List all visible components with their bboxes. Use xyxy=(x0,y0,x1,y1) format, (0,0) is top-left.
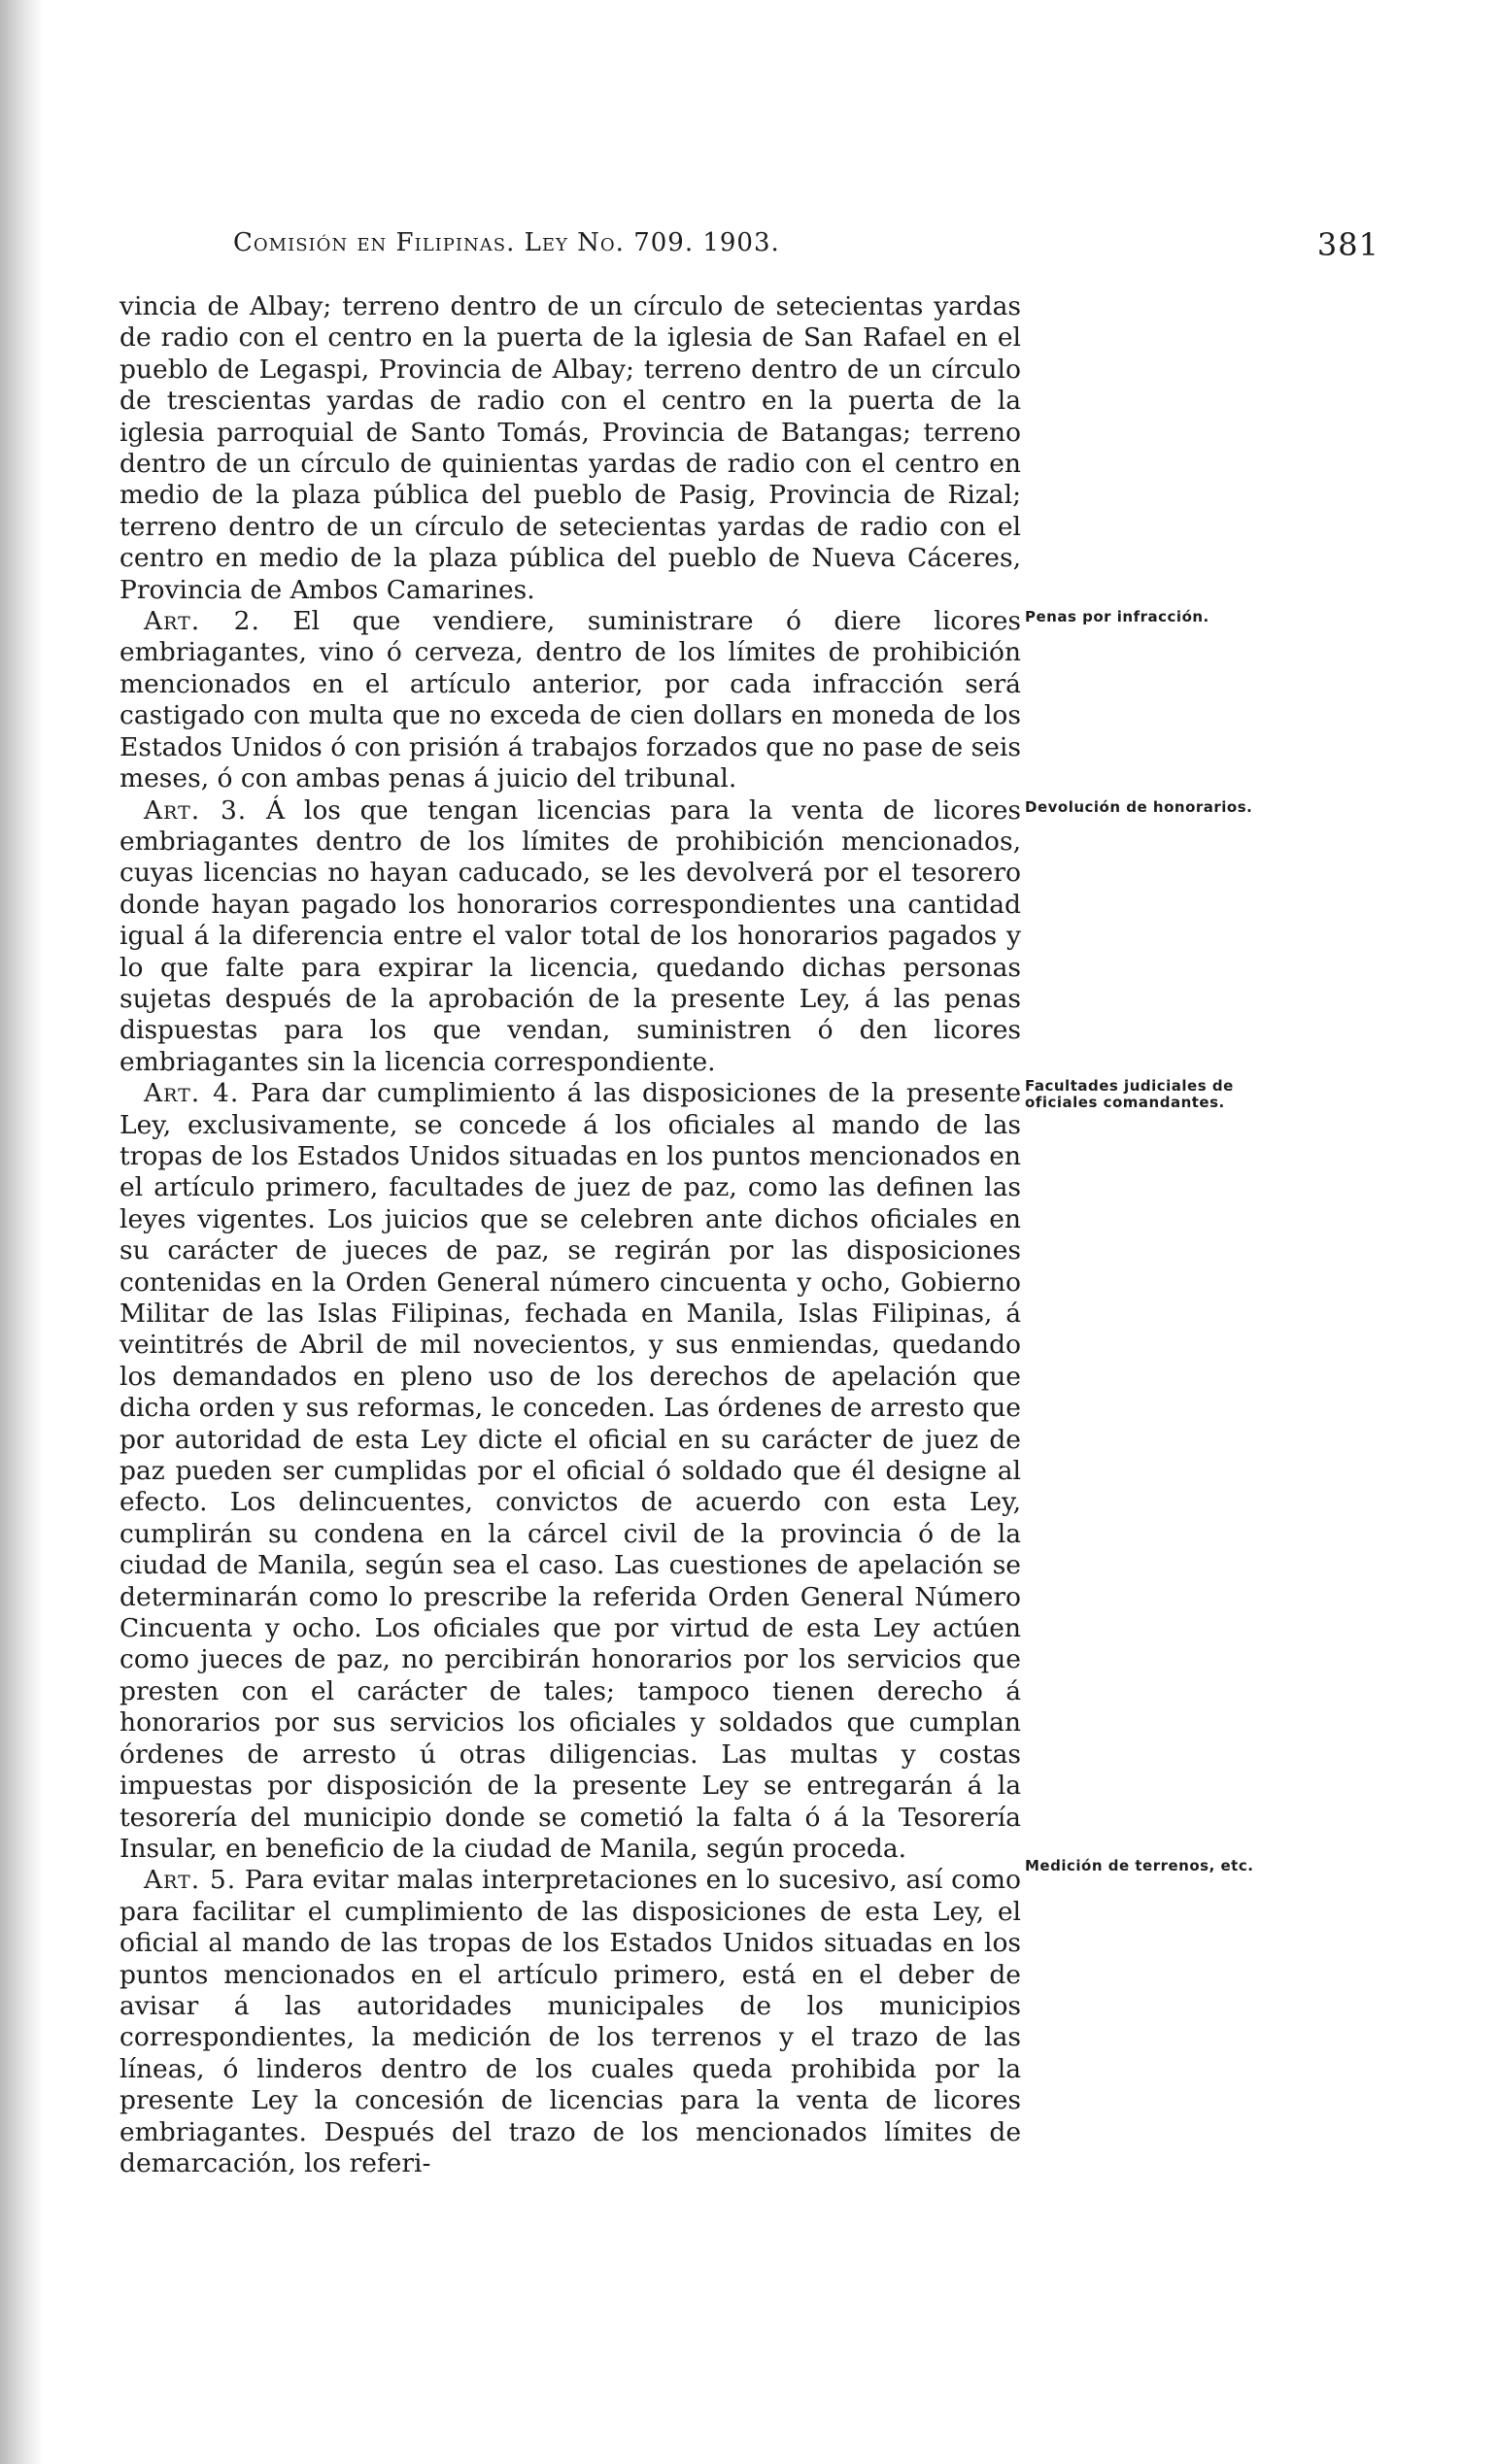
article-5 xyxy=(119,1865,1021,2179)
article-2 xyxy=(119,606,1021,794)
paragraph-text: Á los que tengan licencias para la venta de licores embriagantes dentro de los límites de prohibición mencionados, cuyas licencias no hayan caducado, se les devolverá por el tesorero donde hayan pagado los honorarios correspondientes una cantidad igual á la diferencia entre el valor total de los honorarios pagados y lo que falte para expirar la licencia, quedando dichas personas sujetas después de la aprobación de la presente Ley, á las penas dispuestas para los que vendan, suministren ó den licores embriagantes sin la licencia correspondiente. xyxy=(119,794,1021,1077)
paragraph-text: vincia de Albay; terreno dentro de un círculo de setecientas yardas de radio con el centro en la puerta de la iglesia de San Rafael en el pueblo de Legaspi, Provincia de Albay; terreno dentro de un círculo de trescientas yardas de radio con el centro en la puerta de la iglesia parroquial de Santo Tomás, Provincia de Batangas; terreno dentro de un círculo de quinientas yardas de radio con el centro en medio de la plaza pública del pueblo de Pasig, Provincia de Rizal; terreno dentro de un círculo de setecientas yardas de radio con el centro en medio de la plaza pública del pueblo de Nueva Cáceres, Provincia de Ambos Camarines. xyxy=(119,291,1021,605)
article-label: Art. 2. xyxy=(144,606,260,637)
article-label: Art. 4. xyxy=(144,1078,240,1109)
article-3 xyxy=(119,795,1021,1079)
page-header xyxy=(233,226,1379,263)
page-number: 381 xyxy=(1316,226,1379,263)
article-4 xyxy=(119,1078,1021,1865)
margin-note-judicial-powers: Facultades judiciales de oficiales comandantes. xyxy=(1025,1077,1234,1111)
margin-note-land-measurement: Medición de terrenos, etc. xyxy=(1025,1857,1254,1874)
paragraph-text: Para evitar malas interpretaciones en lo sucesivo, así como para facilitar el cumplimiento de las disposiciones de esta Ley, el oficial al mando de las tropas de los Estados Unidos situadas en los puntos mencionados en el artículo primero, está en el deber de avisar á las autoridades municipales de los municipios correspondientes, la medición de los terrenos y el trazo de las líneas, ó linderos dentro de los cuales queda prohibida por la presente Ley la concesión de licencias para la venta de licores embriagantes. Después del trazo de los mencionados límites de demarcación, los referi- xyxy=(119,1865,1021,2178)
paragraph-continuation xyxy=(119,291,1021,606)
article-label: Art. 3. xyxy=(144,794,248,826)
margin-note-refund: Devolución de honorarios. xyxy=(1025,798,1253,816)
article-label: Art. 5. xyxy=(144,1865,237,1896)
paragraph-text: El que vendiere, suministrare ó diere licores embriagantes, vino ó cerveza, dentro de los límites de prohibición mencionados en el artículo anterior, por cada infracción será castigado con multa que no exceda de cien dollars en moneda de los Estados Unidos ó con prisión á trabajos forzados que no pase de seis meses, ó con ambas penas á juicio del tribunal. xyxy=(119,606,1021,794)
paragraph-text: Para dar cumplimiento á las disposiciones de la presente Ley, exclusivamente, se concede á los oficiales al mando de las tropas de los Estados Unidos situadas en los puntos mencionados en el artículo primero, facultades de juez de paz, como las definen las leyes vigentes. Los juicios que se celebren ante dichos oficiales en su carácter de jueces de paz, se regirán por las disposiciones contenidas en la Orden General número cincuenta y ocho, Gobierno Militar de las Islas Filipinas, fechada en Manila, Islas Filipinas, á veintitrés de Abril de mil novecientos, y sus enmiendas, quedando los demandados en pleno uso de los derechos de apelación que dicha orden y sus reformas, le conceden. Las órdenes de arresto que por autoridad de esta Ley dicte el oficial en su carácter de juez de paz pueden ser cumplidas por el oficial ó soldado que él designe al efecto. Los delincuentes, convictos de acuerdo con esta Ley, cumplirán su condena en la cárcel civil de la provincia ó de la ciudad de Manila, según sea el caso. Las cuestiones de apelación se determinarán como lo prescribe la referida Orden General Número Cincuenta y ocho. Los oficiales que por virtud de esta Ley actúen como jueces de paz, no percibirán honorarios por los servicios que presten con el carácter de tales; tampoco tienen derecho á honorarios por sus servicios los oficiales y soldados que cumplan órdenes de arresto ú otras diligencias. Las multas y costas impuestas por disposición de la presente Ley se entregarán á la tesorería del municipio donde se cometió la falta ó á la Tesorería Insular, en beneficio de la ciudad de Manila, según proceda. xyxy=(119,1078,1021,1864)
margin-note-penalties: Penas por infracción. xyxy=(1025,608,1209,625)
body-text xyxy=(119,291,1021,2179)
running-head: Comisión en Filipinas. Ley No. 709. 1903. xyxy=(233,228,780,257)
